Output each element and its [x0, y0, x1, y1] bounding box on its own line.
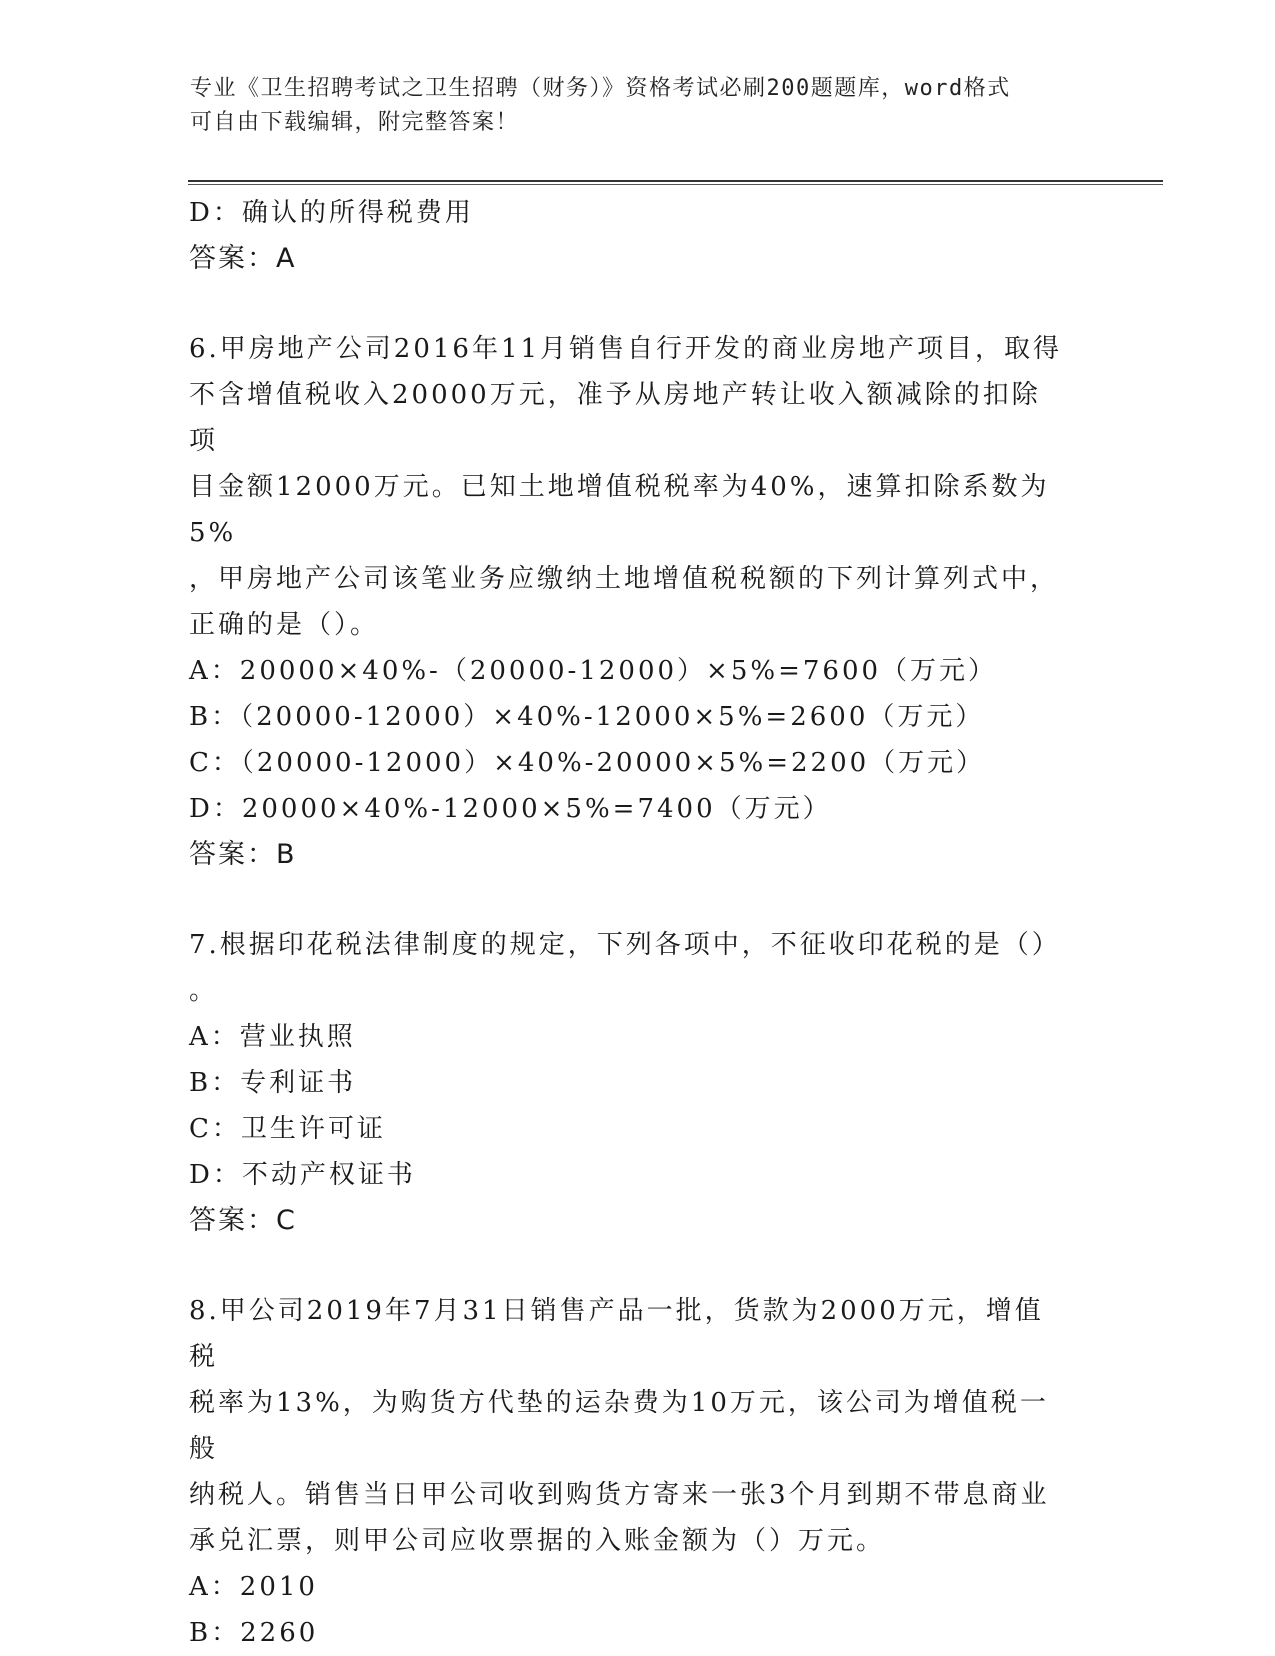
q6-option-b: B：（20000-12000）×40%-12000×5%=2600（万元） [189, 702, 985, 732]
q8-stem-line: 税率为13%，为购货方代垫的运杂费为10万元，该公司为增值税一般 [189, 1388, 1049, 1464]
q6-stem-line: 6.甲房地产公司2016年11月销售自行开发的商业房地产项目，取得 [189, 334, 1063, 364]
q6-answer: 答案：B [189, 839, 297, 870]
q7-stem-line: 。 [189, 976, 219, 1006]
header-line-1: 专业《卫生招聘考试之卫生招聘（财务）》资格考试必刷200题题库，word格式 [190, 76, 1011, 101]
question-6 [189, 326, 1089, 878]
q6-option-d: D：20000×40%-12000×5%=7400（万元） [189, 794, 832, 824]
question-7 [189, 922, 1089, 1244]
q8-option-a: A：2010 [189, 1572, 318, 1602]
q5-answer: 答案：A [189, 243, 297, 274]
q8-stem-line: 8.甲公司2019年7月31日销售产品一批，货款为2000万元，增值税 [189, 1296, 1044, 1372]
q5-option-d: D：确认的所得税费用 [189, 198, 474, 228]
q6-stem-line: 不含增值税收入20000万元，准予从房地产转让收入额减除的扣除项 [189, 380, 1041, 456]
q8-stem-line: 承兑汇票，则甲公司应收票据的入账金额为（）万元。 [189, 1526, 886, 1556]
header-divider [188, 180, 1163, 182]
q6-stem-line: 目金额12000万元。已知土地增值税税率为40%，速算扣除系数为5% [189, 472, 1050, 548]
q7-option-d: D：不动产权证书 [189, 1160, 416, 1190]
q7-answer: 答案：C [189, 1205, 297, 1236]
q6-option-a: A：20000×40%-（20000-12000）×5%=7600（万元） [189, 656, 998, 686]
header-line-2: 可自由下载编辑，附完整答案！ [190, 110, 520, 135]
q7-option-b: B：专利证书 [189, 1068, 357, 1098]
question-8 [189, 1288, 1089, 1656]
page-header [190, 72, 1090, 140]
q8-stem-line: 纳税人。销售当日甲公司收到购货方寄来一张3个月到期不带息商业 [189, 1480, 1050, 1510]
questions-content [189, 190, 1089, 1656]
q7-option-c: C：卫生许可证 [189, 1114, 386, 1144]
q8-option-b: B：2260 [189, 1618, 319, 1648]
q6-stem-line: 正确的是（）。 [189, 610, 380, 640]
q6-stem-line: ，甲房地产公司该笔业务应缴纳土地增值税税额的下列计算列式中， [189, 564, 1060, 594]
header-divider-thin [188, 184, 1163, 185]
q7-stem-line: 7.根据印花税法律制度的规定，下列各项中，不征收印花税的是（） [189, 930, 1061, 960]
q7-option-a: A：营业执照 [189, 1022, 356, 1052]
q6-option-c: C：（20000-12000）×40%-20000×5%=2200（万元） [189, 748, 986, 778]
question-5 [189, 190, 1089, 282]
